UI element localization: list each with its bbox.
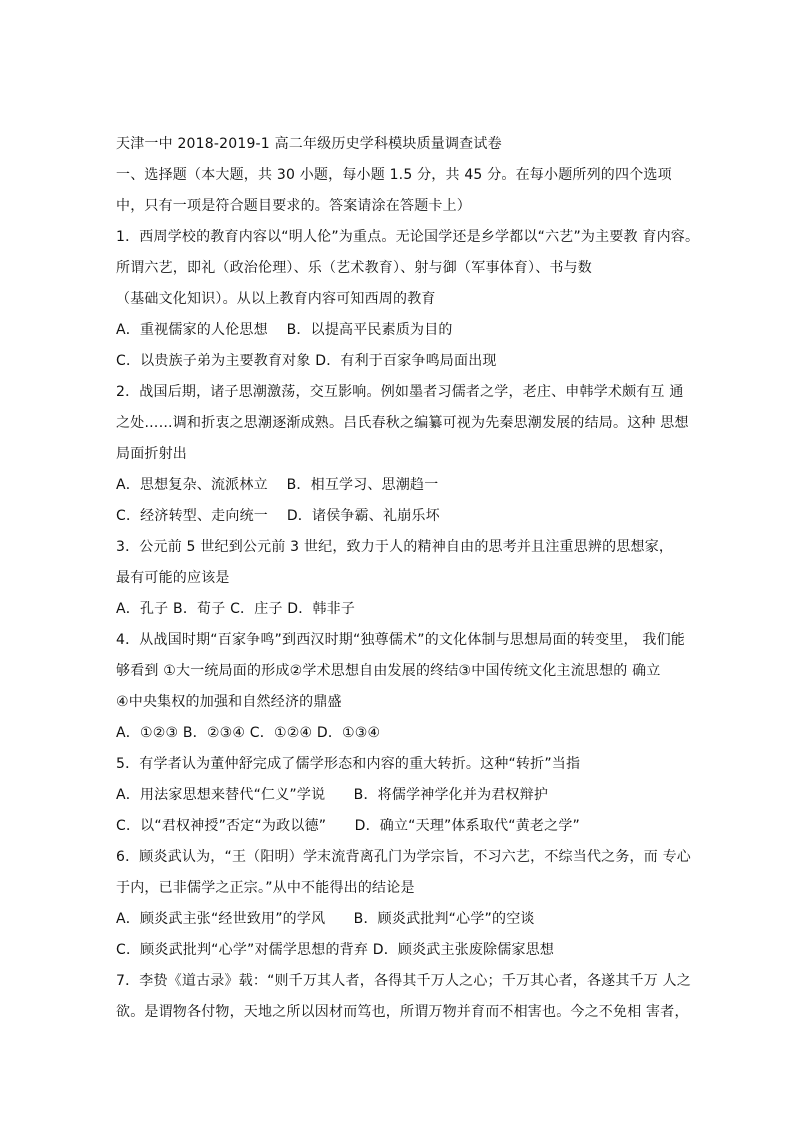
question-2-options: A．思想复杂、流派林立 B．相互学习、思潮趋一 (116, 477, 439, 493)
question-5-text: 5．有学者认为董仲舒完成了儒学形态和内容的重大转折。这种“转折”当指 (116, 756, 581, 772)
question-4-options: A．①②③ B．②③④ C．①②④ D．①③④ (116, 725, 381, 741)
question-2-options: C．经济转型、走向统一 D．诸侯争霸、礼崩乐坏 (116, 508, 440, 524)
question-1-text: 1．西周学校的教育内容以“明人伦”为重点。无论国学还是乡学都以“六艺”为主要教 育内容。 (116, 229, 700, 245)
question-2-text: 2．战国后期，诸子思潮激荡，交互影响。例如墨者习儒者之学，老庄、申韩学术颇有互 通 (116, 384, 684, 400)
question-4-text: 4．从战国时期“百家争鸣”到西汉时期“独尊儒术”的文化体制与思想局面的转变里， 我们能 (116, 632, 685, 648)
question-6-options: C．顾炎武批判“心学”对儒学思想的背弃 D．顾炎武主张废除儒家思想 (116, 942, 555, 958)
question-1-options: A．重视儒家的人伦思想 B．以提高平民素质为目的 (116, 322, 453, 338)
question-6-text: 于内，已非儒学之正宗。”从中不能得出的结论是 (116, 880, 415, 896)
section-instructions: 中，只有一项是符合题目要求的。答案请涂在答题卡上） (116, 198, 471, 214)
question-3-text: 3．公元前 5 世纪到公元前 3 世纪，致力于人的精神自由的思考并且注重思辨的思想家， (116, 539, 674, 555)
question-6-options: A．顾炎武主张“经世致用”的学风 B．顾炎武批判“心学”的空谈 (116, 911, 535, 927)
question-1-options: C．以贵族子弟为主要教育对象 D．有利于百家争鸣局面出现 (116, 353, 497, 369)
exam-title: 天津一中 2018-2019-1 高二年级历史学科模块质量调查试卷 (116, 136, 502, 152)
section-heading: 一、选择题（本大题，共 30 小题，每小题 1.5 分，共 45 分。在每小题所列的四个选项 (116, 167, 672, 183)
question-4-text: 够看到 ①大一统局面的形成②学术思想自由发展的终结③中国传统文化主流思想的 确立 (116, 663, 661, 679)
question-2-text: 之处……调和折衷之思潮逐渐成熟。吕氏春秋之编纂可视为先秦思潮发展的结局。这种 思想 (116, 415, 689, 431)
question-7-text: 欲。是谓物各付物，天地之所以因材而笃也，所谓万物并育而不相害也。今之不免相 害者， (116, 1004, 689, 1020)
question-1-text: 所谓六艺，即礼（政治伦理）、乐（艺术教育）、射与御（军事体育）、书与数 (116, 260, 592, 276)
question-1-text: （基础文化知识）。从以上教育内容可知西周的教育 (116, 291, 436, 307)
question-2-text: 局面折射出 (116, 446, 187, 462)
question-5-options: C．以“君权神授”否定“为政以德” D．确立“天理”体系取代“黄老之学” (116, 818, 580, 834)
question-5-options: A．用法家思想来替代“仁义”学说 B．将儒学神学化并为君权辩护 (116, 787, 549, 803)
question-4-text: ④中央集权的加强和自然经济的鼎盛 (116, 694, 342, 710)
question-7-text: 7．李贽《道古录》载：“则千万其人者，各得其千万人之心；千万其心者，各遂其千万 人之 (116, 973, 692, 989)
question-6-text: 6．顾炎武认为，“王（阳明）学末流背离孔门为学宗旨，不习六艺，不综当代之务，而 专心 (116, 849, 692, 865)
question-3-options: A．孔子 B．荀子 C．庄子 D．韩非子 (116, 601, 356, 617)
question-3-text: 最有可能的应该是 (116, 570, 230, 586)
